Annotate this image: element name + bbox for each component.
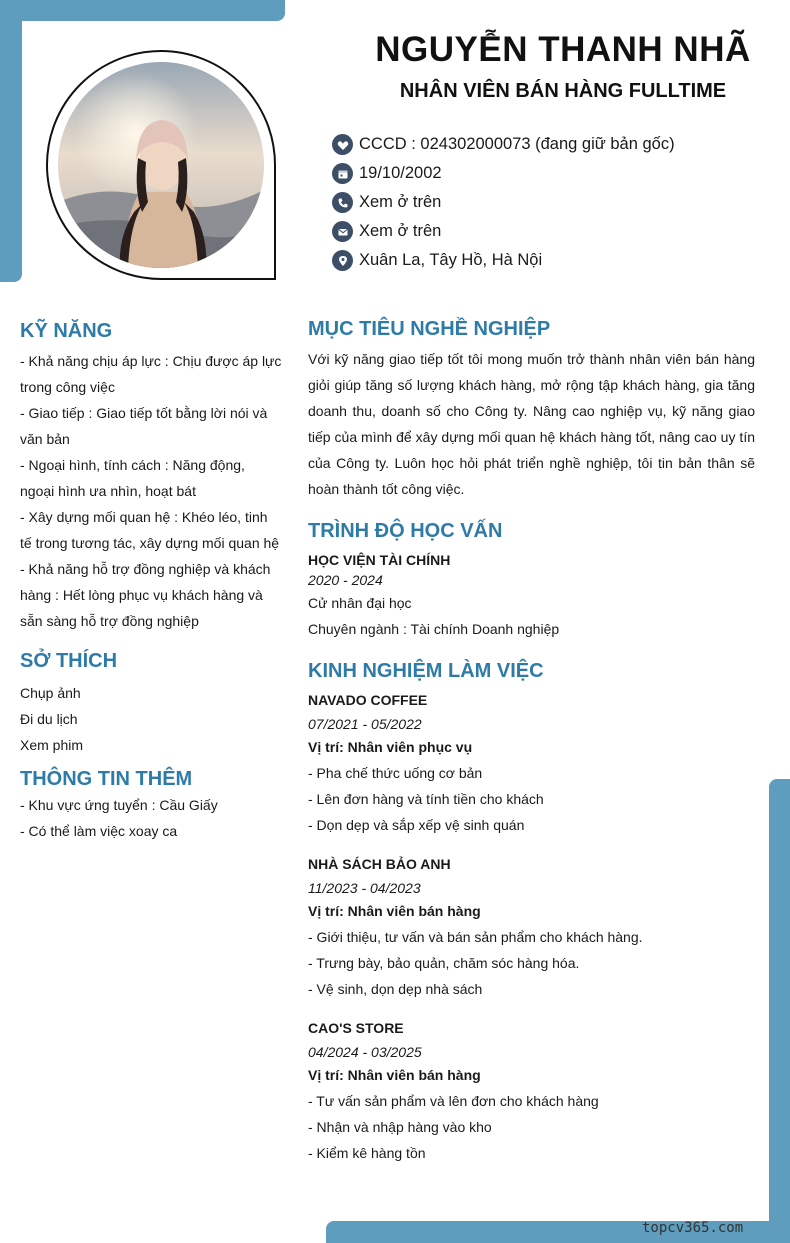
job-company: NAVADO COFFEE (308, 692, 428, 708)
skills-section (20, 318, 282, 634)
job-task: - Giới thiệu, tư vấn và bán sản phẩm cho khách hàng. (308, 929, 643, 945)
skill-item: - Ngoại hình, tính cách : Năng động, ngoại hình ưa nhìn, hoạt bát (20, 457, 245, 499)
left-column (20, 318, 282, 844)
id-card-icon (332, 134, 353, 155)
job-company: NHÀ SÁCH BẢO ANH (308, 856, 451, 872)
contact-phone-text: Xem ở trên (359, 193, 442, 211)
job-task: - Pha chế thức uống cơ bản (308, 765, 483, 781)
education-section (308, 518, 755, 642)
decor-right-bar (769, 779, 790, 1243)
objective-text: Với kỹ năng giao tiếp tốt tôi mong muốn trở thành nhân viên bán hàng giỏi giúp tăng số lượng khách hàng, mở rộng tập khách hàng, gia tăng doanh thu, doanh số cho Công ty. Nâng cao nghiệp vụ, kỹ năng giao tiếp của mình để xây dựng mối quan hệ khách hàng tốt, nâng cao uy tín của Công ty. Luôn học hỏi phát triển nghề nghiệp, tôi tin bản thân sẽ hoàn thành tốt công việc. (308, 351, 755, 497)
right-column (308, 316, 755, 1166)
job-task: - Nhận và nhập hàng vào kho (308, 1119, 492, 1135)
decor-top-bar (0, 0, 285, 21)
contact-email-text: Xem ở trên (359, 222, 442, 240)
job-task: - Lên đơn hàng và tính tiền cho khách (308, 791, 544, 807)
experience-title: KINH NGHIỆM LÀM VIỆC (308, 660, 544, 682)
education-school: HỌC VIỆN TÀI CHÍNH (308, 552, 451, 568)
contact-phone (332, 188, 675, 217)
skill-item: - Khả năng hỗ trợ đồng nghiệp và khách hàng : Hết lòng phục vụ khách hàng và sẵn sàng hỗ trợ đồng nghiệp (20, 561, 271, 629)
contact-id (332, 130, 675, 159)
job-role: Vị trí: Nhân viên bán hàng (308, 903, 481, 919)
more-info-item: - Có thể làm việc xoay ca (20, 823, 178, 839)
hobbies-title: SỞ THÍCH (20, 650, 118, 672)
experience-section (308, 658, 755, 1166)
job-period: 07/2021 - 05/2022 (308, 716, 422, 732)
job-task: - Tư vấn sản phẩm và lên đơn cho khách hàng (308, 1093, 599, 1109)
skill-item: - Giao tiếp : Giao tiếp tốt bằng lời nói và văn bản (20, 405, 268, 447)
education-degree: Cử nhân đại học (308, 595, 412, 611)
decor-left-bar (0, 0, 22, 282)
education-title: TRÌNH ĐỘ HỌC VẤN (308, 520, 503, 542)
objective-title: MỤC TIÊU NGHỀ NGHIỆP (308, 318, 551, 340)
job-company: CAO'S STORE (308, 1020, 404, 1036)
contact-id-text: CCCD : 024302000073 (đang giữ bản gốc) (359, 135, 675, 153)
calendar-icon (332, 163, 353, 184)
job-period: 04/2024 - 03/2025 (308, 1044, 422, 1060)
education-years: 2020 - 2024 (308, 572, 383, 588)
job-role: Vị trí: Nhân viên phục vụ (308, 739, 473, 755)
job-task: - Kiểm kê hàng tồn (308, 1145, 426, 1161)
objective-section (308, 316, 755, 502)
job-period: 11/2023 - 04/2023 (308, 880, 421, 896)
job-title: NHÂN VIÊN BÁN HÀNG FULLTIME (399, 80, 727, 102)
profile-photo-frame (46, 50, 276, 280)
contact-email (332, 217, 675, 246)
more-info-item: - Khu vực ứng tuyển : Cầu Giấy (20, 797, 218, 813)
job-role: Vị trí: Nhân viên bán hàng (308, 1067, 481, 1083)
watermark: topcv365.com (642, 1220, 744, 1236)
skill-item: - Khả năng chịu áp lực : Chịu được áp lực trong công việc (20, 353, 282, 395)
candidate-name: NGUYỄN THANH NHÃ (375, 30, 751, 69)
contact-address-text: Xuân La, Tây Hồ, Hà Nội (359, 251, 543, 269)
hobbies-list (20, 680, 282, 758)
profile-photo (58, 62, 264, 268)
contact-address (332, 246, 675, 275)
contact-list (332, 130, 675, 275)
skill-item: - Xây dựng mối quan hệ : Khéo léo, tinh tế trong tương tác, xây dựng mối quan hệ (20, 509, 280, 551)
job-entry (308, 1018, 755, 1166)
job-task: - Vệ sinh, dọn dẹp nhà sách (308, 981, 483, 997)
skills-title: KỸ NĂNG (20, 320, 113, 342)
job-entry (308, 854, 755, 1002)
skills-list (20, 348, 282, 634)
mail-icon (332, 221, 353, 242)
hobbies-section (20, 648, 282, 758)
location-icon (332, 250, 353, 271)
job-entry (308, 690, 755, 838)
hobby-item: Xem phim (20, 737, 84, 753)
contact-birthday-text: 19/10/2002 (359, 164, 442, 182)
phone-icon (332, 192, 353, 213)
education-major: Chuyên ngành : Tài chính Doanh nghiệp (308, 621, 560, 637)
hobby-item: Chụp ảnh (20, 685, 81, 701)
more-info-section (20, 766, 282, 844)
more-info-list (20, 792, 282, 844)
contact-birthday (332, 159, 675, 188)
job-task: - Trưng bày, bảo quản, chăm sóc hàng hóa. (308, 955, 580, 971)
job-task: - Dọn dẹp và sắp xếp vệ sinh quán (308, 817, 525, 833)
more-info-title: THÔNG TIN THÊM (20, 768, 193, 790)
hobby-item: Đi du lịch (20, 711, 78, 727)
